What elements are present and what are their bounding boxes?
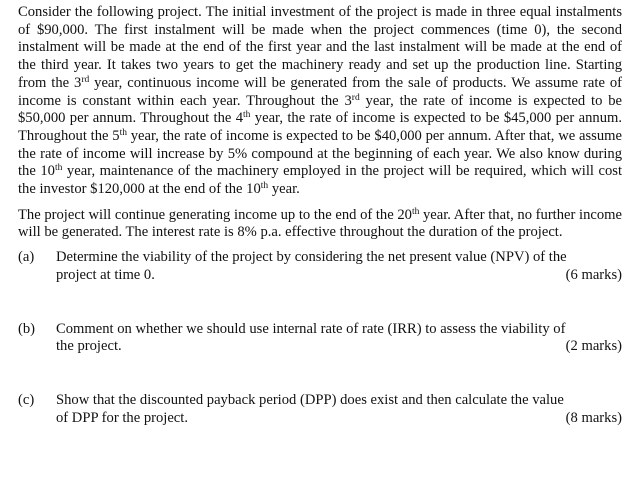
question-label: (b) <box>18 320 36 337</box>
question-b <box>18 321 622 356</box>
question-last-line <box>56 410 622 428</box>
question-a <box>18 249 622 284</box>
intro-text-1: Consider the following project. The initial investment of the project is made in three equal instalments of $90,000. The first instalment will be made when the project commences (time 0), the second instalment will be made at the end of the first year and the last instalment will be made at the end of the third year. It takes two years to get the machinery ready and set up the production line. Starting from the 3 <box>18 4 622 91</box>
intro-text-6: year, maintenance of the machinery employed in the project will be required, which will cost the investor $120,000 at the end of the 10 <box>18 163 622 198</box>
continuation-text-2: year. After that, no further income will be generated. The interest rate is 8% p.a. effective throughout the duration of the project. <box>18 206 622 241</box>
intro-text-4: year, the rate of income is expected to be $45,000 per annum. Throughout the 5 <box>18 110 622 144</box>
intro-text-5: year, the rate of income is expected to be $40,000 per annum. After that, we assume the rate of income will increase by 5% compound at the beginning of each year. We also know during the 10 <box>18 127 622 180</box>
ordinal-suffix: th <box>119 127 127 138</box>
question-label: (a) <box>18 249 35 266</box>
question-text-line: Show that the discounted payback period (DPP) does exist and then calculate the value <box>56 391 564 408</box>
ordinal-suffix: rd <box>351 92 360 103</box>
problem-document <box>18 4 622 427</box>
question-text-line: Determine the viability of the project by considering the net present value (NPV) of the <box>56 249 567 266</box>
intro-text-3: year, the rate of income is expected to be $50,000 per annum. Throughout the 4 <box>18 92 622 127</box>
question-text-line: of DPP for the project. <box>56 409 188 426</box>
intro-paragraph <box>18 4 622 199</box>
question-text-line: the project. <box>56 338 122 355</box>
question-last-line <box>56 338 622 356</box>
question-last-line <box>56 267 622 285</box>
ordinal-suffix: th <box>54 163 63 174</box>
question-text-line: Comment on whether we should use internal rate of rate (IRR) to assess the viability of <box>56 320 566 337</box>
ordinal-suffix: rd <box>81 74 90 85</box>
ordinal-suffix: th <box>411 206 420 217</box>
marks-label: (6 marks) <box>565 266 622 283</box>
continuation-paragraph <box>18 207 622 242</box>
continuation-text-1: The project will continue generating income up to the end of the 20 <box>18 206 412 223</box>
question-label: (c) <box>18 391 35 408</box>
ordinal-suffix: th <box>243 110 251 121</box>
marks-label: (8 marks) <box>565 409 622 426</box>
question-c <box>18 392 622 427</box>
intro-text-7: year. <box>268 181 300 198</box>
question-text-line: project at time 0. <box>56 266 155 283</box>
intro-text-2: year, continuous income will be generated from the sale of products. We assume rate of income is constant within each year. Throughout the 3 <box>18 74 622 109</box>
ordinal-suffix: th <box>260 181 269 192</box>
marks-label: (2 marks) <box>565 338 622 355</box>
